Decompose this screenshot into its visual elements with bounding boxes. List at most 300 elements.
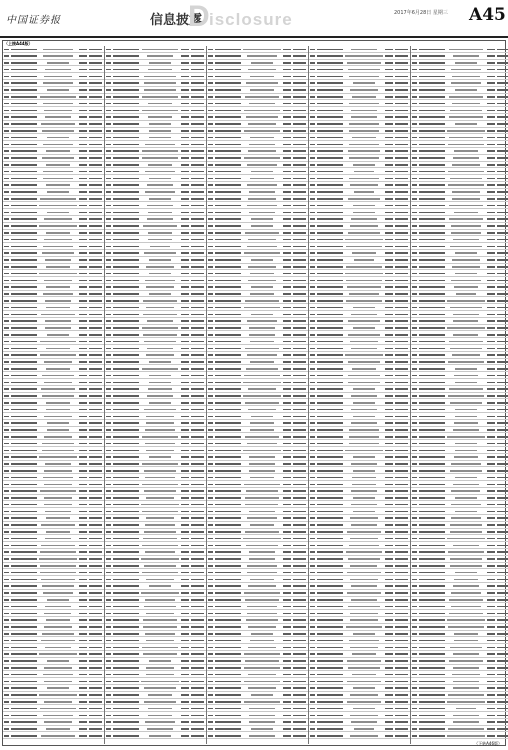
- table-row: [309, 73, 410, 80]
- table-cell: [412, 456, 417, 458]
- table-cell: [487, 382, 495, 384]
- table-cell: [310, 280, 315, 282]
- table-cell: [310, 293, 315, 295]
- table-cell: [419, 409, 445, 411]
- table-cell: [385, 429, 393, 431]
- table-cell: [181, 327, 189, 329]
- table-cell: [79, 320, 87, 322]
- table-cell: [44, 218, 72, 220]
- table-cell: [412, 293, 417, 295]
- table-cell: [385, 681, 393, 683]
- table-row: [105, 732, 206, 739]
- table-cell: [208, 130, 213, 132]
- table-cell: [419, 388, 445, 390]
- table-cell: [454, 633, 479, 635]
- table-cell: [247, 572, 278, 574]
- table-cell: [487, 171, 495, 173]
- table-cell: [191, 450, 204, 452]
- table-row: [105, 386, 206, 393]
- table-cell: [79, 96, 87, 98]
- table-cell: [293, 239, 306, 241]
- table-row: [3, 406, 104, 413]
- table-cell: [147, 184, 173, 186]
- table-cell: [497, 144, 508, 146]
- table-cell: [215, 246, 241, 248]
- table-cell: [4, 300, 9, 302]
- table-cell: [293, 579, 306, 581]
- table-cell: [385, 422, 393, 424]
- table-cell: [79, 728, 87, 730]
- table-cell: [11, 150, 37, 152]
- table-row: [411, 304, 508, 311]
- table-cell: [11, 116, 37, 118]
- table-cell: [181, 266, 189, 268]
- table-cell: [487, 606, 495, 608]
- table-cell: [106, 395, 111, 397]
- table-cell: [4, 558, 9, 560]
- continued-from-label: （上接A44版）: [4, 41, 33, 46]
- table-cell: [191, 443, 204, 445]
- table-cell: [215, 239, 241, 241]
- table-cell: [46, 184, 70, 186]
- table-row: [207, 658, 308, 665]
- table-cell: [181, 613, 189, 615]
- table-cell: [208, 62, 213, 64]
- table-cell: [293, 103, 306, 105]
- table-cell: [191, 191, 204, 193]
- table-cell: [106, 382, 111, 384]
- table-cell: [455, 368, 478, 370]
- table-cell: [453, 721, 479, 723]
- table-cell: [412, 205, 417, 207]
- table-row: [3, 508, 104, 515]
- table-row: [207, 107, 308, 114]
- table-cell: [385, 497, 393, 499]
- table-cell: [141, 504, 178, 506]
- table-row: [3, 94, 104, 101]
- table-cell: [497, 320, 508, 322]
- table-cell: [448, 171, 484, 173]
- table-cell: [293, 416, 306, 418]
- table-cell: [317, 538, 343, 540]
- table-row: [3, 617, 104, 624]
- table-cell: [106, 450, 111, 452]
- table-cell: [208, 497, 213, 499]
- table-cell: [283, 89, 291, 91]
- table-cell: [146, 579, 174, 581]
- table-row: [309, 712, 410, 719]
- table-cell: [487, 409, 495, 411]
- table-cell: [4, 640, 9, 642]
- table-cell: [345, 354, 382, 356]
- table-cell: [181, 504, 189, 506]
- table-cell: [249, 103, 275, 105]
- table-cell: [181, 144, 189, 146]
- table-cell: [419, 422, 445, 424]
- table-cell: [89, 334, 102, 336]
- table-cell: [293, 232, 306, 234]
- table-cell: [251, 225, 273, 227]
- table-cell: [208, 681, 213, 683]
- table-cell: [191, 422, 204, 424]
- table-cell: [89, 504, 102, 506]
- table-cell: [317, 728, 343, 730]
- table-cell: [191, 647, 204, 649]
- table-row: [3, 719, 104, 726]
- table-cell: [497, 470, 508, 472]
- table-cell: [143, 225, 177, 227]
- table-cell: [191, 565, 204, 567]
- table-cell: [354, 259, 375, 261]
- table-cell: [215, 103, 241, 105]
- table-cell: [487, 76, 495, 78]
- table-cell: [419, 484, 445, 486]
- table-cell: [191, 252, 204, 254]
- table-cell: [385, 504, 393, 506]
- table-cell: [79, 592, 87, 594]
- table-cell: [89, 382, 102, 384]
- table-cell: [181, 205, 189, 207]
- table-cell: [39, 558, 76, 560]
- table-cell: [283, 640, 291, 642]
- table-cell: [215, 388, 241, 390]
- table-cell: [113, 280, 139, 282]
- table-cell: [11, 293, 37, 295]
- table-cell: [79, 354, 87, 356]
- table-cell: [448, 361, 483, 363]
- table-cell: [487, 687, 495, 689]
- table-cell: [11, 579, 37, 581]
- table-cell: [249, 463, 276, 465]
- table-cell: [215, 361, 241, 363]
- table-cell: [283, 96, 291, 98]
- table-cell: [106, 150, 111, 152]
- table-cell: [215, 551, 241, 553]
- table-cell: [419, 715, 445, 717]
- table-cell: [395, 286, 408, 288]
- table-cell: [283, 660, 291, 662]
- table-row: [207, 440, 308, 447]
- table-cell: [487, 348, 495, 350]
- table-cell: [191, 62, 204, 64]
- table-cell: [11, 382, 37, 384]
- table-cell: [487, 484, 495, 486]
- table-row: [411, 726, 508, 733]
- table-cell: [248, 69, 276, 71]
- table-cell: [283, 361, 291, 363]
- table-cell: [310, 164, 315, 166]
- table-cell: [4, 103, 9, 105]
- table-cell: [249, 334, 276, 336]
- table-cell: [352, 653, 377, 655]
- table-row: [105, 535, 206, 542]
- table-cell: [419, 599, 445, 601]
- table-row: [105, 168, 206, 175]
- table-cell: [113, 456, 139, 458]
- table-column: [309, 46, 411, 744]
- table-cell: [4, 239, 9, 241]
- table-cell: [451, 490, 480, 492]
- table-cell: [106, 721, 111, 723]
- table-cell: [4, 619, 9, 621]
- table-cell: [283, 606, 291, 608]
- table-cell: [497, 653, 508, 655]
- table-cell: [352, 484, 375, 486]
- table-cell: [395, 368, 408, 370]
- table-cell: [487, 286, 495, 288]
- table-cell: [497, 579, 508, 581]
- table-cell: [293, 327, 306, 329]
- table-cell: [248, 239, 277, 241]
- table-cell: [191, 218, 204, 220]
- table-cell: [245, 504, 278, 506]
- table-cell: [146, 674, 175, 676]
- table-cell: [455, 123, 477, 125]
- table-cell: [4, 450, 9, 452]
- table-cell: [106, 619, 111, 621]
- table-row: [207, 162, 308, 169]
- table-cell: [487, 191, 495, 193]
- table-cell: [395, 246, 408, 248]
- table-cell: [43, 246, 73, 248]
- table-cell: [89, 123, 102, 125]
- table-cell: [497, 103, 508, 105]
- table-cell: [317, 558, 343, 560]
- table-row: [411, 53, 508, 60]
- table-cell: [283, 280, 291, 282]
- table-cell: [11, 171, 37, 173]
- table-cell: [310, 259, 315, 261]
- table-row: [411, 644, 508, 651]
- table-cell: [113, 660, 139, 662]
- table-cell: [283, 348, 291, 350]
- table-cell: [181, 334, 189, 336]
- table-cell: [147, 320, 174, 322]
- table-cell: [412, 531, 417, 533]
- table-cell: [113, 89, 139, 91]
- table-cell: [89, 585, 102, 587]
- table-cell: [385, 49, 393, 51]
- table-row: [207, 413, 308, 420]
- table-cell: [317, 300, 343, 302]
- table-cell: [113, 150, 139, 152]
- table-cell: [351, 422, 376, 424]
- table-cell: [40, 490, 75, 492]
- table-cell: [181, 293, 189, 295]
- table-cell: [208, 225, 213, 227]
- table-cell: [191, 266, 204, 268]
- table-cell: [149, 585, 171, 587]
- table-cell: [247, 354, 276, 356]
- table-cell: [113, 674, 139, 676]
- table-cell: [208, 69, 213, 71]
- table-cell: [47, 660, 68, 662]
- table-row: [3, 372, 104, 379]
- table-cell: [395, 55, 408, 57]
- table-cell: [106, 640, 111, 642]
- table-cell: [412, 184, 417, 186]
- table-row: [105, 624, 206, 631]
- table-row: [207, 141, 308, 148]
- table-cell: [106, 205, 111, 207]
- table-cell: [89, 735, 102, 737]
- table-cell: [317, 361, 343, 363]
- table-cell: [293, 524, 306, 526]
- table-cell: [345, 450, 382, 452]
- table-cell: [395, 422, 408, 424]
- table-cell: [208, 585, 213, 587]
- table-row: [411, 617, 508, 624]
- table-row: [207, 678, 308, 685]
- table-row: [3, 651, 104, 658]
- table-cell: [106, 157, 111, 159]
- table-cell: [79, 735, 87, 737]
- table-cell: [11, 456, 37, 458]
- table-cell: [487, 266, 495, 268]
- table-row: [309, 665, 410, 672]
- table-row: [207, 535, 308, 542]
- table-cell: [89, 218, 102, 220]
- table-cell: [317, 232, 343, 234]
- table-cell: [317, 184, 343, 186]
- table-cell: [43, 293, 73, 295]
- table-cell: [181, 157, 189, 159]
- table-cell: [4, 198, 9, 200]
- table-row: [411, 542, 508, 549]
- table-cell: [208, 626, 213, 628]
- table-cell: [208, 144, 213, 146]
- table-cell: [317, 402, 343, 404]
- table-cell: [419, 463, 445, 465]
- table-row: [207, 128, 308, 135]
- table-row: [105, 155, 206, 162]
- table-row: [309, 155, 410, 162]
- table-row: [411, 651, 508, 658]
- table-cell: [317, 320, 343, 322]
- table-cell: [497, 184, 508, 186]
- table-row: [207, 610, 308, 617]
- table-row: [411, 284, 508, 291]
- table-cell: [385, 456, 393, 458]
- table-cell: [310, 545, 315, 547]
- table-cell: [148, 694, 172, 696]
- table-cell: [248, 647, 275, 649]
- table-cell: [454, 286, 479, 288]
- table-cell: [247, 205, 277, 207]
- table-row: [105, 331, 206, 338]
- table-cell: [293, 721, 306, 723]
- table-cell: [4, 314, 9, 316]
- table-cell: [11, 626, 37, 628]
- table-cell: [208, 395, 213, 397]
- table-cell: [310, 708, 315, 710]
- table-cell: [89, 484, 102, 486]
- table-cell: [79, 55, 87, 57]
- table-cell: [497, 225, 508, 227]
- table-cell: [106, 198, 111, 200]
- table-cell: [113, 198, 139, 200]
- table-row: [411, 413, 508, 420]
- table-cell: [310, 205, 315, 207]
- table-cell: [42, 375, 73, 377]
- table-cell: [106, 497, 111, 499]
- table-cell: [146, 286, 174, 288]
- table-row: [3, 304, 104, 311]
- table-cell: [310, 694, 315, 696]
- table-cell: [215, 599, 241, 601]
- table-cell: [45, 538, 71, 540]
- table-cell: [89, 273, 102, 275]
- table-cell: [146, 266, 174, 268]
- table-cell: [39, 456, 76, 458]
- table-cell: [147, 55, 172, 57]
- table-cell: [181, 450, 189, 452]
- table-cell: [215, 613, 241, 615]
- table-row: [3, 624, 104, 631]
- table-cell: [45, 259, 71, 261]
- table-cell: [208, 456, 213, 458]
- table-cell: [79, 76, 87, 78]
- table-cell: [46, 164, 70, 166]
- table-cell: [310, 334, 315, 336]
- table-cell: [181, 307, 189, 309]
- table-cell: [412, 225, 417, 227]
- table-cell: [215, 307, 241, 309]
- table-cell: [487, 82, 495, 84]
- table-cell: [395, 232, 408, 234]
- table-cell: [350, 579, 379, 581]
- table-row: [411, 311, 508, 318]
- table-cell: [310, 416, 315, 418]
- table-cell: [385, 103, 393, 105]
- table-cell: [419, 531, 445, 533]
- table-cell: [385, 137, 393, 139]
- table-cell: [208, 592, 213, 594]
- table-cell: [11, 388, 37, 390]
- table-row: [309, 569, 410, 576]
- table-row: [3, 569, 104, 576]
- table-cell: [283, 164, 291, 166]
- table-cell: [106, 164, 111, 166]
- table-cell: [11, 721, 37, 723]
- table-cell: [346, 246, 382, 248]
- table-cell: [310, 341, 315, 343]
- table-cell: [145, 191, 174, 193]
- table-cell: [181, 368, 189, 370]
- table-row: [411, 209, 508, 216]
- table-cell: [106, 300, 111, 302]
- table-row: [105, 94, 206, 101]
- table-cell: [215, 565, 241, 567]
- table-row: [411, 277, 508, 284]
- table-cell: [317, 653, 343, 655]
- table-cell: [149, 178, 171, 180]
- table-row: [207, 433, 308, 440]
- table-cell: [113, 524, 139, 526]
- table-cell: [497, 490, 508, 492]
- table-cell: [412, 334, 417, 336]
- table-cell: [310, 660, 315, 662]
- table-cell: [283, 504, 291, 506]
- table-cell: [191, 579, 204, 581]
- table-cell: [191, 701, 204, 703]
- table-cell: [191, 606, 204, 608]
- continued-to-label: （下转A46版）: [474, 741, 502, 746]
- table-cell: [4, 585, 9, 587]
- table-cell: [250, 89, 275, 91]
- table-cell: [283, 246, 291, 248]
- table-cell: [412, 300, 417, 302]
